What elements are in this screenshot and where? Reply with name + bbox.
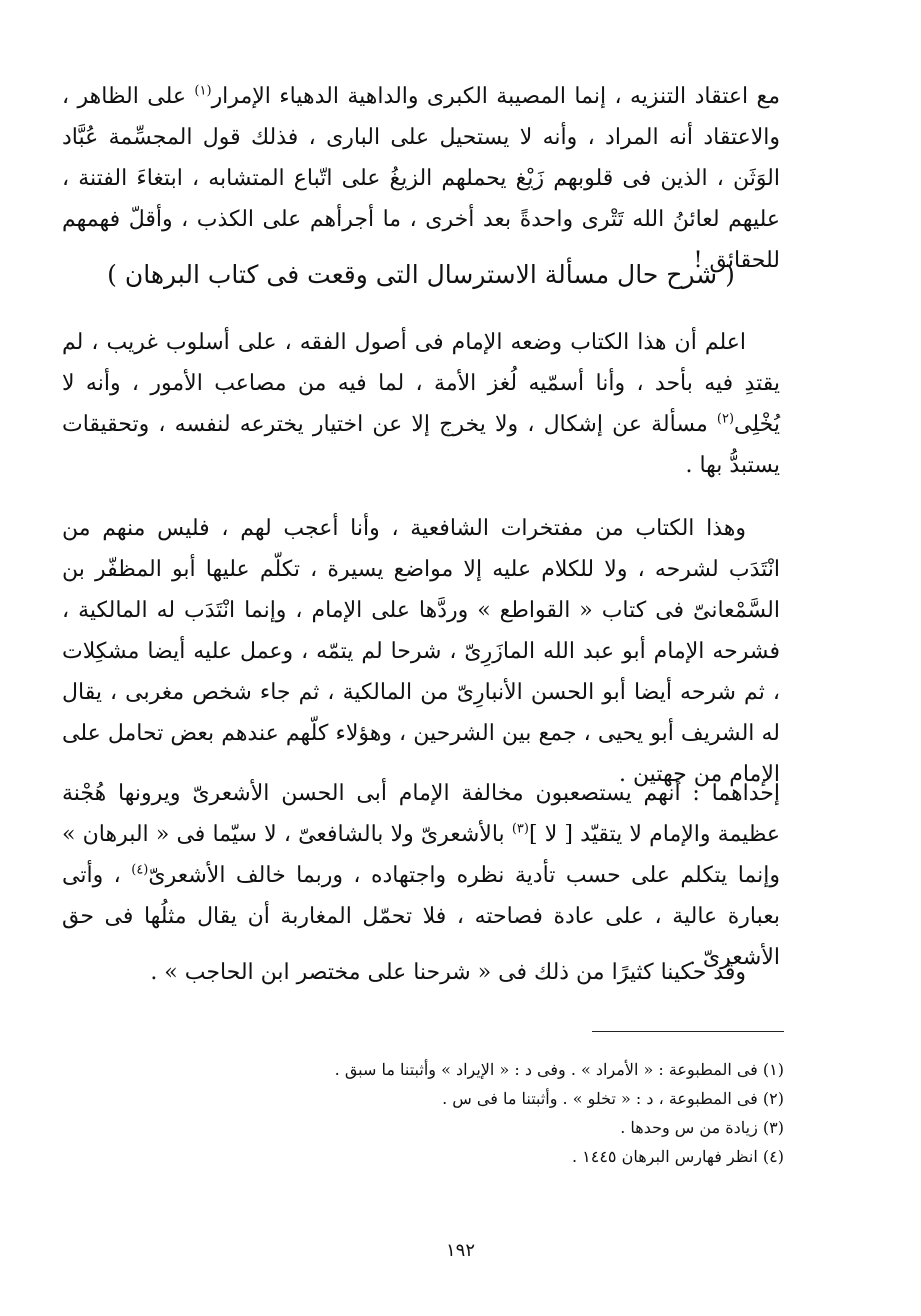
paragraph-2-text-b: مسألة عن إشكال ، ولا يخرج إلا عن اختيار يخترعه لنفسه ، وتحقيقات يستبدُّ بها . xyxy=(62,412,780,478)
page-number: ١٩٢ xyxy=(445,1240,475,1261)
paragraph-2-text-a: اعلم أن هذا الكتاب وضعه الإمام فى أصول الفقه ، على أسلوب غريب ، لم يقتدِ فيه بأحد ، وأنا أسمّيه لُغز الأمة ، لما فيه من مصاعب الأمور ، وأنه لا يُخْلِى xyxy=(62,330,780,437)
footnote-ref-3: (٣) xyxy=(511,821,529,837)
footnote-3: (٣) زيادة من س وحدها . xyxy=(620,1118,784,1137)
paragraph-4 xyxy=(62,773,780,978)
paragraph-4-text-c: ، وأتى بعبارة عالية ، على عادة فصاحته ، فلا تحمّل المغاربة أن يقال مثلُها فى حق الأشعرىّ . xyxy=(62,863,780,970)
paragraph-1-text-b: على الظاهر ، والاعتقاد أنه المراد ، وأنه لا يستحيل على البارى ، فذلك قول المجسِّمة عُبَّاد الوَثَن ، الذين فى قلوبهم زَيْغ يحملهم الزيغُ على اتّباع المتشابه ، ابتغاءَ الفتنة ، عليهم لعائنُ الله تَتْرى واحدةً بعد أخرى ، ما أجرأهم على الكذب ، وأقلّ فهمهم للحقائق ! xyxy=(62,84,780,273)
paragraph-3 xyxy=(62,508,780,795)
paragraph-1-text-a: مع اعتقاد التنزيه ، إنما المصيبة الكبرى والداهية الدهياء الإمرار xyxy=(211,84,780,109)
footnote-4: (٤) انظر فهارس البرهان ١٤٤٥ . xyxy=(571,1147,784,1166)
paragraph-4-text-a: إحداهما : أنهم يستصعبون مخالفة الإمام أبى الحسن الأشعرىّ ويرونها هُجْنة عظيمة والإمام لا يتقيّد [ لا ] xyxy=(62,781,780,847)
section-heading: ( شرح حال مسألة الاسترسال التى وقعت فى كتاب البرهان ) xyxy=(107,260,735,289)
footnote-1: (١) فى المطبوعة : « الأمراد » . وفى د : « الإيراد » وأثبتنا ما سبق . xyxy=(334,1060,784,1079)
footnotes xyxy=(200,1055,784,1171)
paragraph-1 xyxy=(62,76,780,281)
paragraph-4-text-b: بالأشعرىّ ولا بالشافعىّ ، لا سيّما فى « البرهان » وإنما يتكلم على حسب تأدية نظره واجتهاده ، وربما خالف الأشعرىّ xyxy=(62,822,780,888)
footnote-ref-2: (٢) xyxy=(716,411,735,427)
footnote-2: (٢) فى المطبوعة ، د : « تخلو » . وأثبتنا ما فى س . xyxy=(442,1089,784,1108)
footnote-ref-4: (٤) xyxy=(131,862,149,878)
paragraph-5-text: وقد حكينا كثيرًا من ذلك فى « شرحنا على مختصر ابن الحاجب » . xyxy=(150,960,746,985)
paragraph-3-text: وهذا الكتاب من مفتخرات الشافعية ، وأنا أعجب لهم ، فليس منهم من انْتَدَب لشرحه ، ولا للكلام عليه إلا مواضع يسيرة ، تكلّم عليها أبو المظفّر بن السَّمْعانىّ فى كتاب « القواطع » وردَّها على الإمام ، وإنما انْتَدَب له المالكية ، فشرحه الإمام أبو عبد الله المازَرِىّ ، شرحا لم يتمّه ، وعمل عليه أيضا مشكِلات ، ثم شرحه أيضا أبو الحسن الأنبارِىّ من المالكية ، ثم جاء شخص مغربى ، يقال له الشريف أبو يحيى ، جمع بين الشرحين ، وهؤلاء كلّهم عندهم بعض تحامل على الإمام من جهتين . xyxy=(62,516,780,787)
footnote-ref-1: (١) xyxy=(194,83,212,99)
paragraph-2 xyxy=(62,322,780,486)
paragraph-5 xyxy=(62,952,780,993)
footnote-divider xyxy=(592,1031,784,1032)
